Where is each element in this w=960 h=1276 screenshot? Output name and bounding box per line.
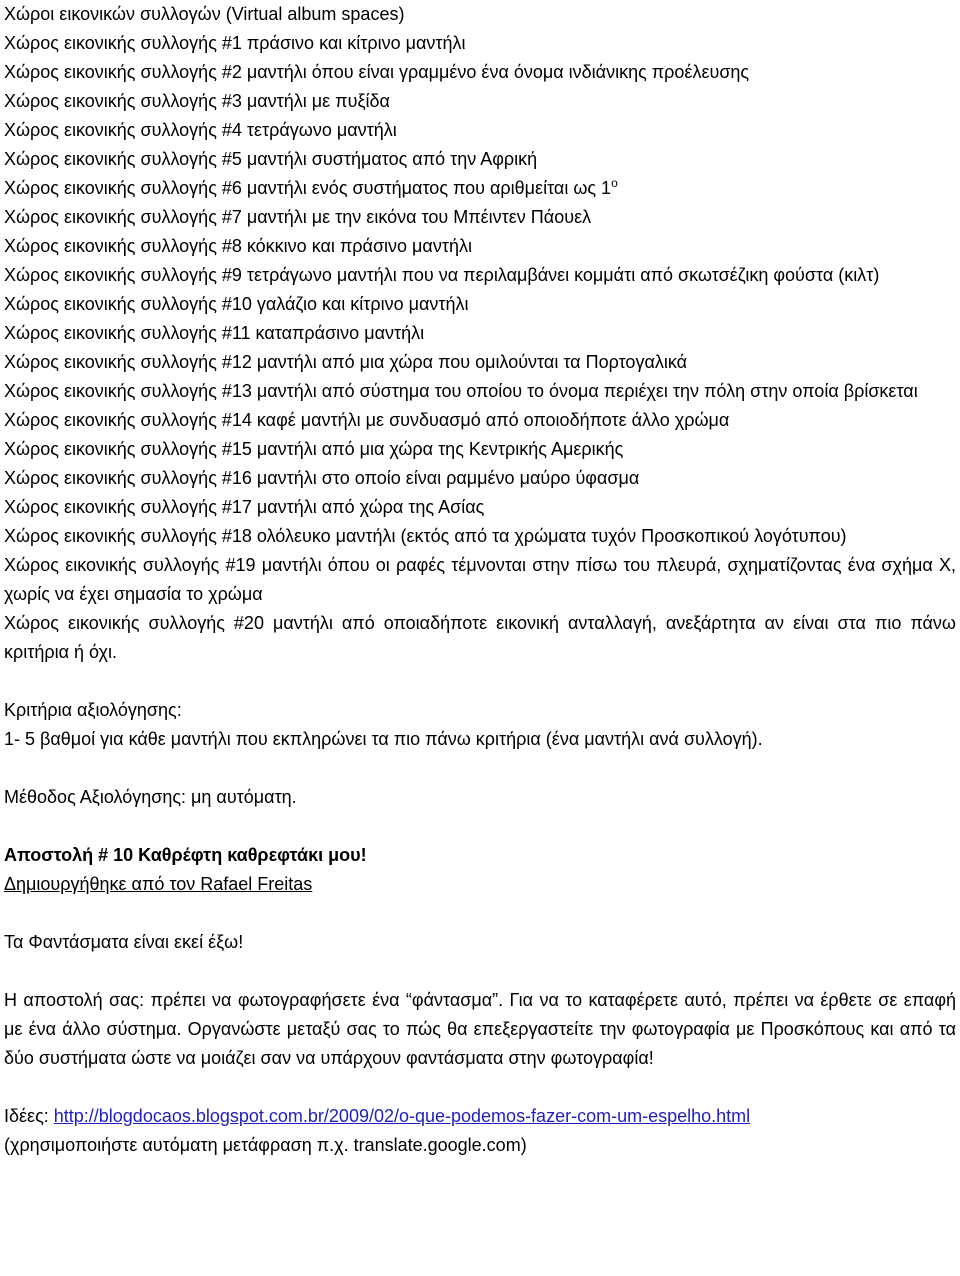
translate-note: (χρησιμοποιήστε αυτόματη μετάφραση π.χ. translate.google.com) xyxy=(4,1135,527,1155)
space-item-5: Χώρος εικονικής συλλογής #5 μαντήλι συστήματος από την Αφρική xyxy=(4,149,538,169)
mission-author: Δημιουργήθηκε από τον Rafael Freitas xyxy=(4,874,313,894)
spacer xyxy=(4,667,956,696)
space-item-19: Χώρος εικονικής συλλογής #19 μαντήλι όπου οι ραφές τέμνονται στην πίσω του πλευρά, σχηματίζοντας ένα σχήμα Χ, χωρίς να έχει σημασία το χρώμα xyxy=(4,555,956,604)
spacer xyxy=(4,899,956,928)
space-item-15: Χώρος εικονικής συλλογής #15 μαντήλι από μια χώρα της Κεντρικής Αμερικής xyxy=(4,439,624,459)
space-item-9: Χώρος εικονικής συλλογής #9 τετράγωνο μαντήλι που να περιλαμβάνει κομμάτι από σκωτσέζικη φούστα (κιλτ) xyxy=(4,265,880,285)
space-item-6: Χώρος εικονικής συλλογής #6 μαντήλι ενός συστήματος που αριθμείται ως 1 xyxy=(4,178,612,198)
space-item-4: Χώρος εικονικής συλλογής #4 τετράγωνο μαντήλι xyxy=(4,120,397,140)
space-item-6-wrapper xyxy=(4,174,956,203)
space-item-7: Χώρος εικονικής συλλογής #7 μαντήλι με την εικόνα του Μπέιντεν Πάουελ xyxy=(4,207,592,227)
spacer xyxy=(4,957,956,986)
space-item-12: Χώρος εικονικής συλλογής #12 μαντήλι από μια χώρα που ομιλούνται τα Πορτογαλικά xyxy=(4,352,688,372)
space-item-13: Χώρος εικονικής συλλογής #13 μαντήλι από σύστημα του οποίου το όνομα περιέχει την πόλη στην οποία βρίσκεται xyxy=(4,381,918,401)
space-item-14: Χώρος εικονικής συλλογής #14 καφέ μαντήλι με συνδυασμό από οποιοδήποτε άλλο χρώμα xyxy=(4,410,730,430)
space-item-20: Χώρος εικονικής συλλογής #20 μαντήλι από οποιαδήποτε εικονική ανταλλαγή, ανεξάρτητα αν είναι στα πιο πάνω κριτήρια ή όχι. xyxy=(4,613,956,662)
space-item-8: Χώρος εικονικής συλλογής #8 κόκκινο και πράσινο μαντήλι xyxy=(4,236,472,256)
spaces-heading: Χώροι εικονικών συλλογών (Virtual album spaces) xyxy=(4,4,405,24)
space-item-10: Χώρος εικονικής συλλογής #10 γαλάζιο και κίτρινο μαντήλι xyxy=(4,294,469,314)
ideas-line xyxy=(4,1102,956,1131)
ideas-link[interactable]: http://blogdocaos.blogspot.com.br/2009/02/o-que-podemos-fazer-com-um-espelho.html xyxy=(53,1106,751,1126)
criteria-text: 1- 5 βαθμοί για κάθε μαντήλι που εκπληρώνει τα πιο πάνω κριτήρια (ένα μαντήλι ανά συλλογή). xyxy=(4,729,763,749)
space-item-16: Χώρος εικονικής συλλογής #16 μαντήλι στο οποίο είναι ραμμένο μαύρο ύφασμα xyxy=(4,468,640,488)
space-item-17: Χώρος εικονικής συλλογής #17 μαντήλι από χώρα της Ασίας xyxy=(4,497,485,517)
space-item-18: Χώρος εικονικής συλλογής #18 ολόλευκο μαντήλι (εκτός από τα χρώματα τυχόν Προσκοπικού λογότυπου) xyxy=(4,526,847,546)
criteria-heading: Κριτήρια αξιολόγησης: xyxy=(4,700,182,720)
space-item-11: Χώρος εικονικής συλλογής #11 καταπράσινο μαντήλι xyxy=(4,323,425,343)
spacer xyxy=(4,812,956,841)
mission-description: Η αποστολή σας: πρέπει να φωτογραφήσετε ένα “φάντασμα”. Για να το καταφέρετε αυτό, πρέπει να έρθετε σε επαφή με ένα άλλο σύστημα. Οργανώστε μεταξύ σας το πώς θα επεξεργαστείτε την φωτογραφία με Προσκόπους και από τα δύο συστήματα ώστε να μοιάζει σαν να υπάρχουν φαντάσματα στην φωτογραφία! xyxy=(4,990,956,1068)
evaluation-method: Μέθοδος Αξιολόγησης: μη αυτόματη. xyxy=(4,787,297,807)
space-item-3: Χώρος εικονικής συλλογής #3 μαντήλι με πυξίδα xyxy=(4,91,390,111)
ideas-label: Ιδέες: xyxy=(4,1106,54,1126)
spacer xyxy=(4,1073,956,1102)
space-item-1: Χώρος εικονικής συλλογής #1 πράσινο και κίτρινο μαντήλι xyxy=(4,33,466,53)
space-item-6-superscript: ο xyxy=(611,176,618,190)
mission-title: Αποστολή # 10 Καθρέφτη καθρεφτάκι μου! xyxy=(4,845,367,865)
mission-tagline: Τα Φαντάσματα είναι εκεί έξω! xyxy=(4,932,244,952)
space-item-2: Χώρος εικονικής συλλογής #2 μαντήλι όπου είναι γραμμένο ένα όνομα ινδιάνικης προέλευσης xyxy=(4,62,750,82)
spacer xyxy=(4,754,956,783)
document-page xyxy=(4,0,956,1160)
